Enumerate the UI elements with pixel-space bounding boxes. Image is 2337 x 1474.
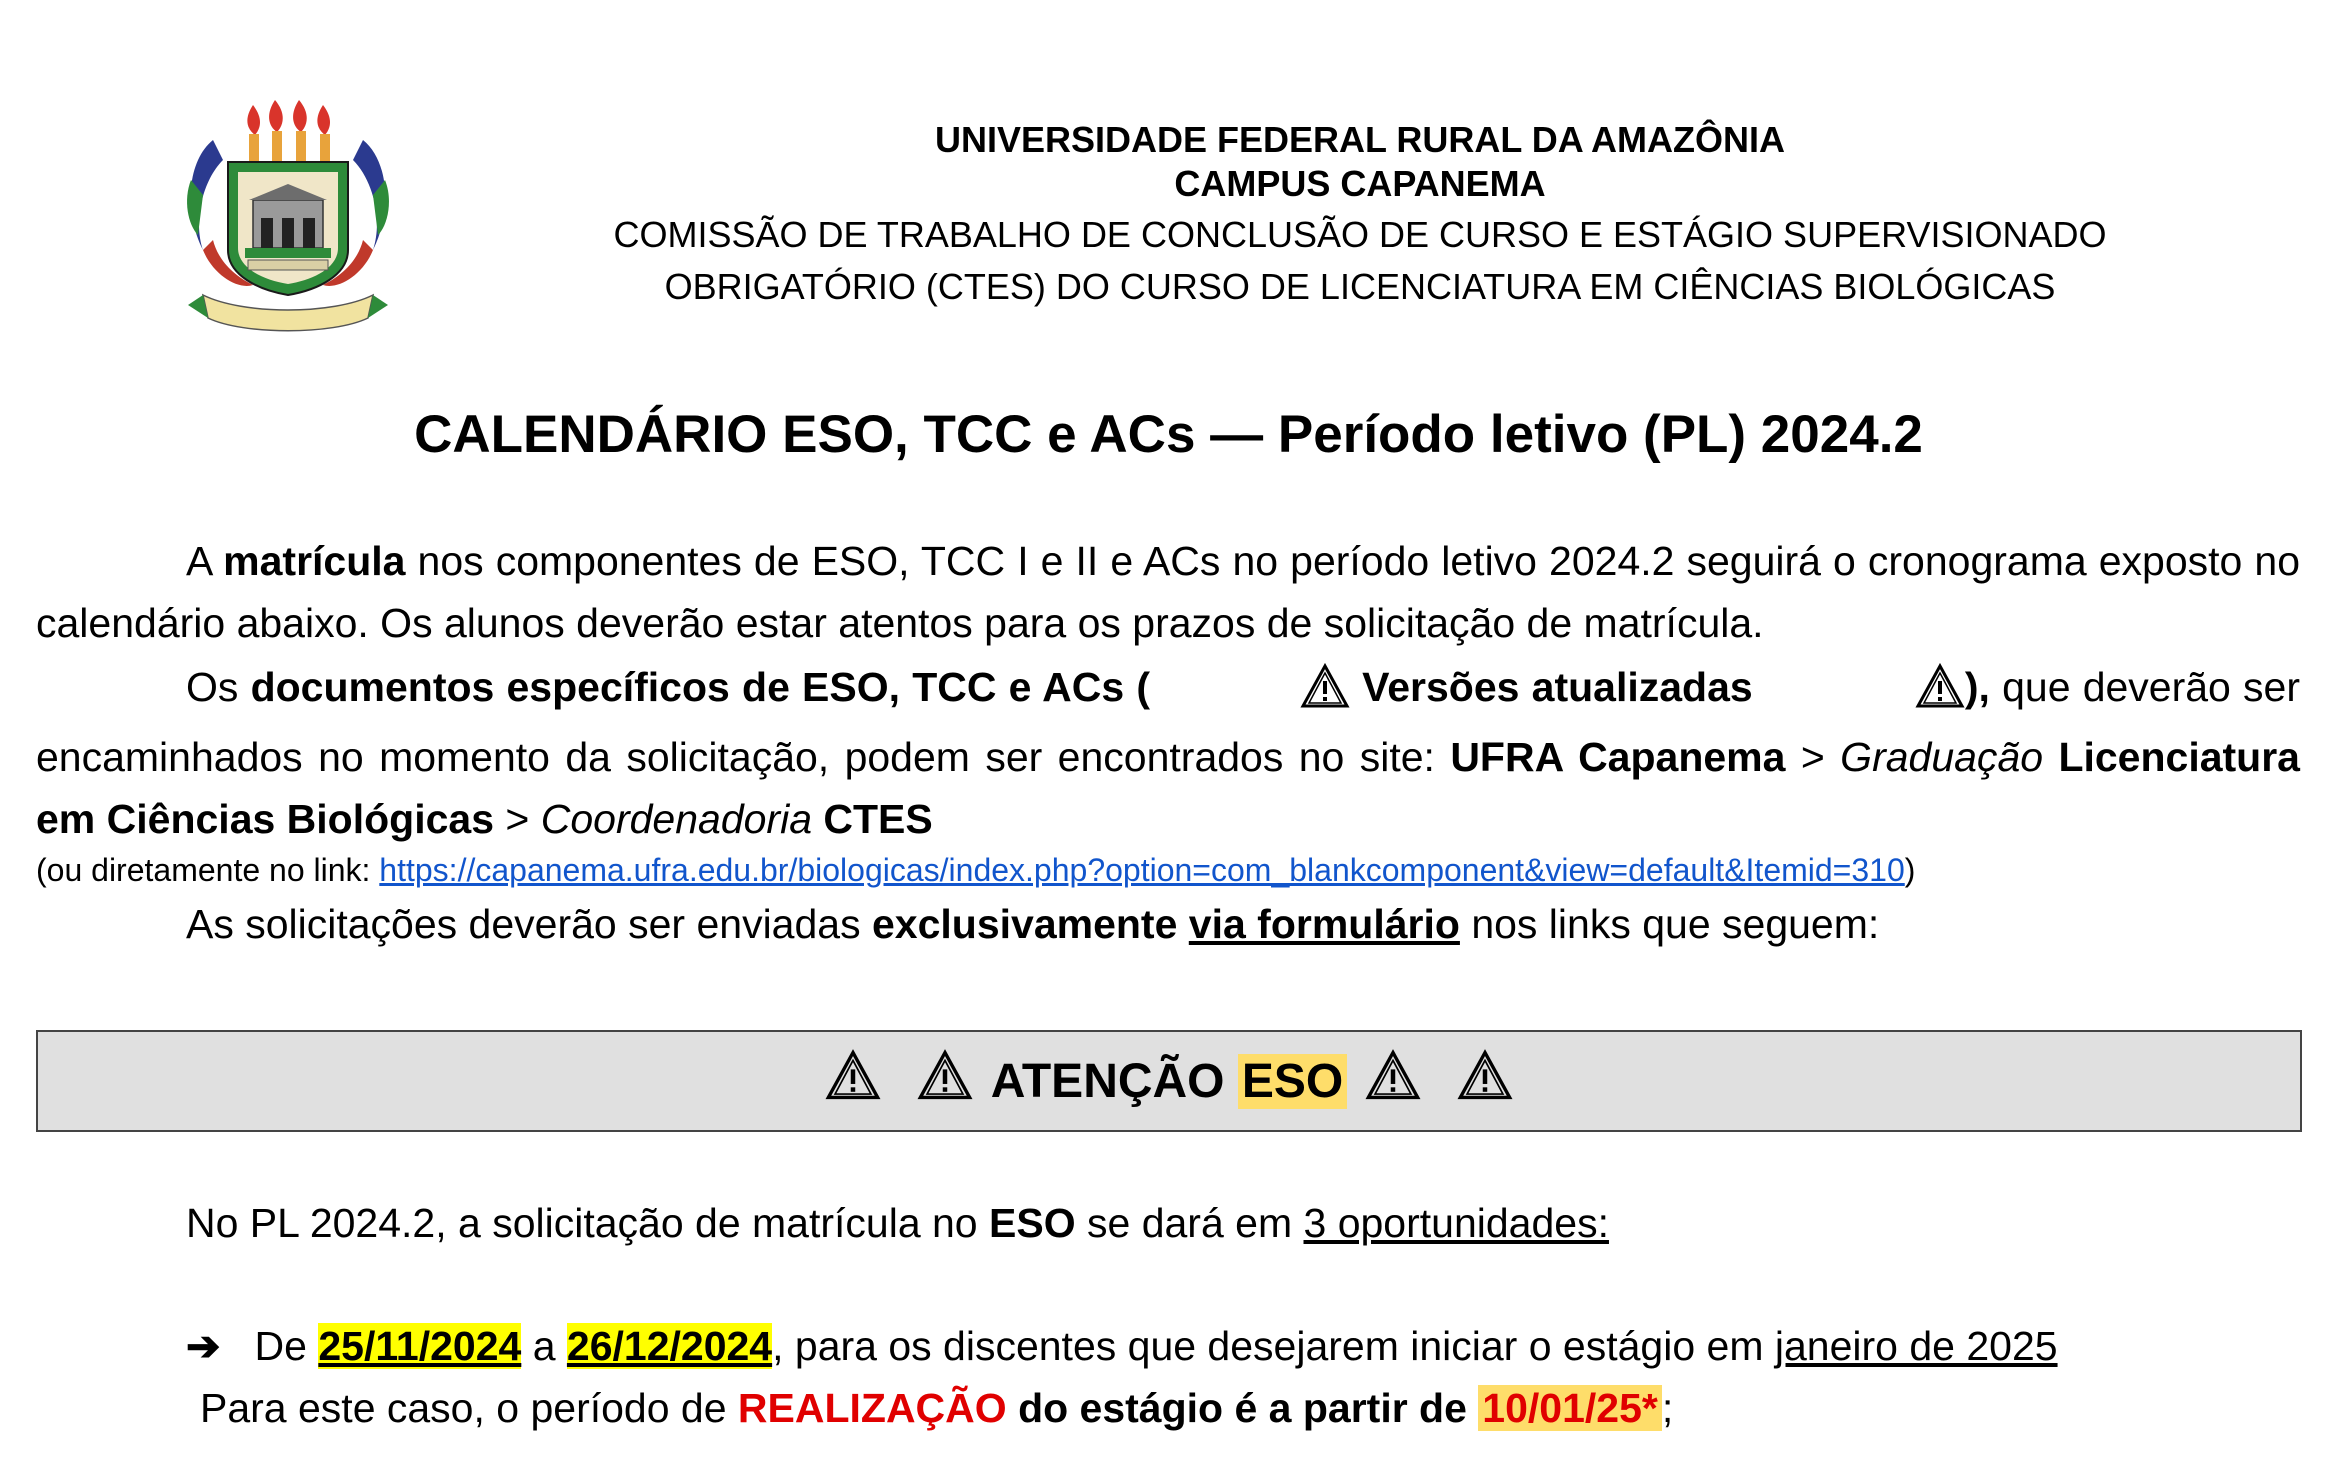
warning-icon (1365, 1049, 1421, 1113)
paragraph-matricula: A matrícula nos componentes de ESO, TCC I e II e ACs no período letivo 2024.2 seguirá o cronograma exposto no calendário abaixo. Os alunos deverão estar atentos para os prazos de solicitação de matrícula. (36, 538, 2301, 646)
attention-box (36, 1030, 2302, 1132)
university-crest-logo (183, 100, 393, 335)
paragraph-oportunidades: No PL 2024.2, a solicitação de matrícula no ESO se dará em 3 oportunidades: (186, 1200, 1609, 1246)
warning-icon (1150, 663, 1350, 726)
eso-window-1-detail: Para este caso, o período de REALIZAÇÃO do estágio é a partir de 10/01/25*; (200, 1385, 1674, 1431)
warning-icon (1765, 663, 1965, 726)
warning-icon (825, 1049, 881, 1113)
university-name: UNIVERSIDADE FEDERAL RURAL DA AMAZÔNIA (934, 119, 1786, 160)
ctes-documents-link[interactable]: https://capanema.ufra.edu.br/biologicas/index.php?option=com_blankcomponent&view=default&Itemid=310 (379, 852, 1905, 888)
arrow-icon: ➔ (186, 1323, 221, 1369)
warning-icon (1457, 1049, 1513, 1113)
paragraph-solicitacoes: As solicitações deverão ser enviadas exclusivamente via formulário nos links que seguem: (186, 901, 1880, 947)
paragraph-link: (ou diretamente no link: https://capanema.ufra.edu.br/biologicas/index.php?option=com_blankcomponent&view=default&Itemid=310) (36, 852, 1916, 888)
warning-icon (917, 1049, 973, 1113)
campus-name: CAMPUS CAPANEMA (1174, 163, 1546, 204)
paragraph-documentos: Os documentos específicos de ESO, TCC e ACs ( Versões atualizadas ), que deverão ser encaminhados no momento da solicitação, podem ser encontrados no site: UFRA Capanema > Graduação Licenciatura em Ciências Biológicas > Coordenadoria CTES (36, 664, 2300, 842)
page-title: CALENDÁRIO ESO, TCC e ACs — Período letivo (PL) 2024.2 (414, 405, 1923, 464)
commission-line-2: OBRIGATÓRIO (CTES) DO CURSO DE LICENCIATURA EM CIÊNCIAS BIOLÓGICAS (664, 266, 2056, 307)
attention-label: ATENÇÃO (990, 1054, 1225, 1108)
commission-line-1: COMISSÃO DE TRABALHO DE CONCLUSÃO DE CURSO E ESTÁGIO SUPERVISIONADO (613, 214, 2107, 255)
attention-eso-highlight: ESO (1238, 1054, 1347, 1109)
eso-window-1: ➔ De 25/11/2024 a 26/12/2024, para os discentes que desejarem iniciar o estágio em janeiro de 2025 (186, 1323, 2058, 1369)
